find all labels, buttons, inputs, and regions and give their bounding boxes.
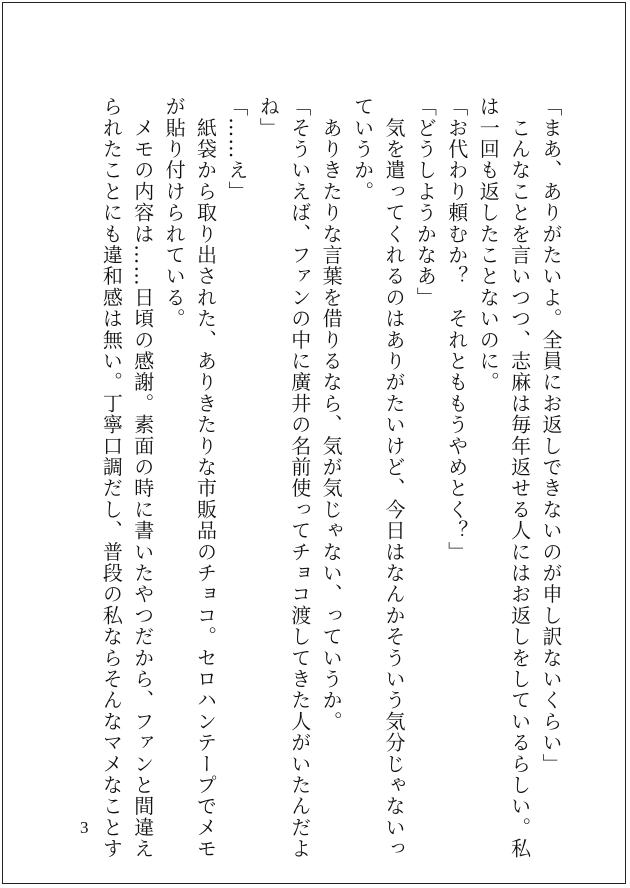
text-line: こんなことを言いつつ、志麻は毎年返せる人にはお返しをしているらしい。私 xyxy=(507,96,532,860)
text-line: メモの内容は……日頃の感謝。素面の時に書いたやつだから、ファンと間違え xyxy=(130,96,155,860)
page-number: 3 xyxy=(80,818,89,837)
text-line: ありきたりな言葉を借りるなら、気が気じゃない、っていうか。 xyxy=(319,96,344,732)
text-line: 「どうしようかなあ」 xyxy=(413,96,438,308)
text-line: は一回も返したことないのに。 xyxy=(476,96,501,393)
text-line: 「お代わり頼むか？ それとももうやめとく？」 xyxy=(444,96,469,563)
text-line: 「そういえば、ファンの中に廣井の名前使ってチョコ渡してきた人がいたんだよ xyxy=(287,96,312,860)
novel-text-body xyxy=(95,96,566,860)
text-line: ていうか。 xyxy=(350,96,375,202)
text-line: られたことにも違和感は無い。丁寧口調だし、普段の私ならそんなマメなことす xyxy=(99,96,124,860)
text-line: ね」 xyxy=(256,96,281,139)
text-line: 「まあ、ありがたいよ。全員にお返しできないのが申し訳ないくらい」 xyxy=(539,96,563,775)
text-line: 紙袋から取り出された、ありきたりな市販品のチョコ。セロハンテープでメモ xyxy=(193,96,218,860)
text-line: が貼り付けられている。 xyxy=(162,96,187,330)
text-line: 「……え」 xyxy=(224,96,249,202)
text-line: 気を遣ってくれるのはありがたいけど、今日はなんかそういう気分じゃないっ xyxy=(381,96,406,860)
